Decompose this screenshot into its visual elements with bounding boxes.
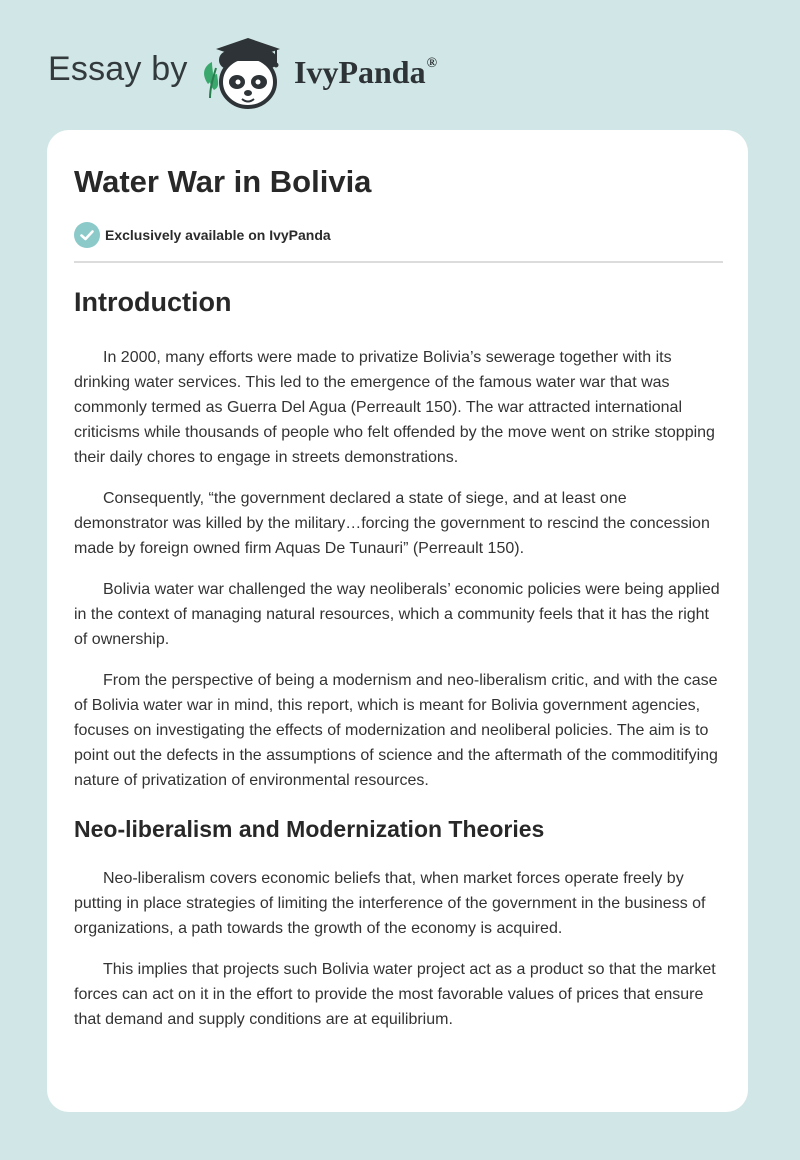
brand-header (48, 30, 508, 114)
page-title: Water War in Bolivia (74, 164, 372, 199)
essay-card (47, 130, 748, 1112)
essay-content (74, 280, 724, 1032)
section-heading-neo-liberalism: Neo-liberalism and Modernization Theories (74, 816, 545, 842)
paragraph: This implies that projects such Bolivia water project act as a product so that the market forces can act on it in the effort to provide the most favorable values of prices that ensure that demand and supply conditions are at equilibrium. (74, 961, 716, 1028)
paragraph: Bolivia water war challenged the way neoliberals’ economic policies were being applied in the context of managing natural resources, which a community feels that it has the right of ownership. (74, 581, 720, 648)
paragraph: In 2000, many efforts were made to privatize Bolivia’s sewerage together with its drinking water services. This led to the emergence of the famous water war that was commonly termed as Guerra Del Agua (Perreault 150). The war attracted international criticisms while thousands of people who felt offended by the move went on strike stopping their daily chores to engage in streets demonstrations. (74, 349, 715, 466)
exclusive-badge (74, 222, 331, 248)
section-heading-introduction: Introduction (74, 287, 232, 317)
panda-graduate-logo-icon (198, 32, 290, 112)
check-circle-icon (74, 222, 100, 248)
paragraph: From the perspective of being a modernism and neo-liberalism critic, and with the case of Bolivia water war in mind, this report, which is meant for Bolivia government agencies, focuses on investigating the effects of modernization and neoliberal policies. The aim is to point out the defects in the assumptions of science and the aftermath of the commoditifying nature of privatization of environmental resources. (74, 672, 718, 789)
brand-name-text: IvyPanda (294, 54, 426, 90)
brand-name (294, 54, 437, 91)
paragraph: Neo-liberalism covers economic beliefs that, when market forces operate freely by putting in place strategies of limiting the interference of the government in the business of organizations, a path towards the growth of the economy is acquired. (74, 870, 706, 937)
paragraph: Consequently, “the government declared a state of siege, and at least one demonstrator was killed by the military…forcing the government to rescind the concession made by foreign owned firm Aquas De Tunauri” (Perreault 150). (74, 490, 710, 557)
registered-mark: ® (426, 56, 438, 71)
exclusive-label: Exclusively available on IvyPanda (105, 227, 331, 243)
divider (74, 261, 723, 263)
brand-prefix: Essay by (48, 50, 188, 88)
